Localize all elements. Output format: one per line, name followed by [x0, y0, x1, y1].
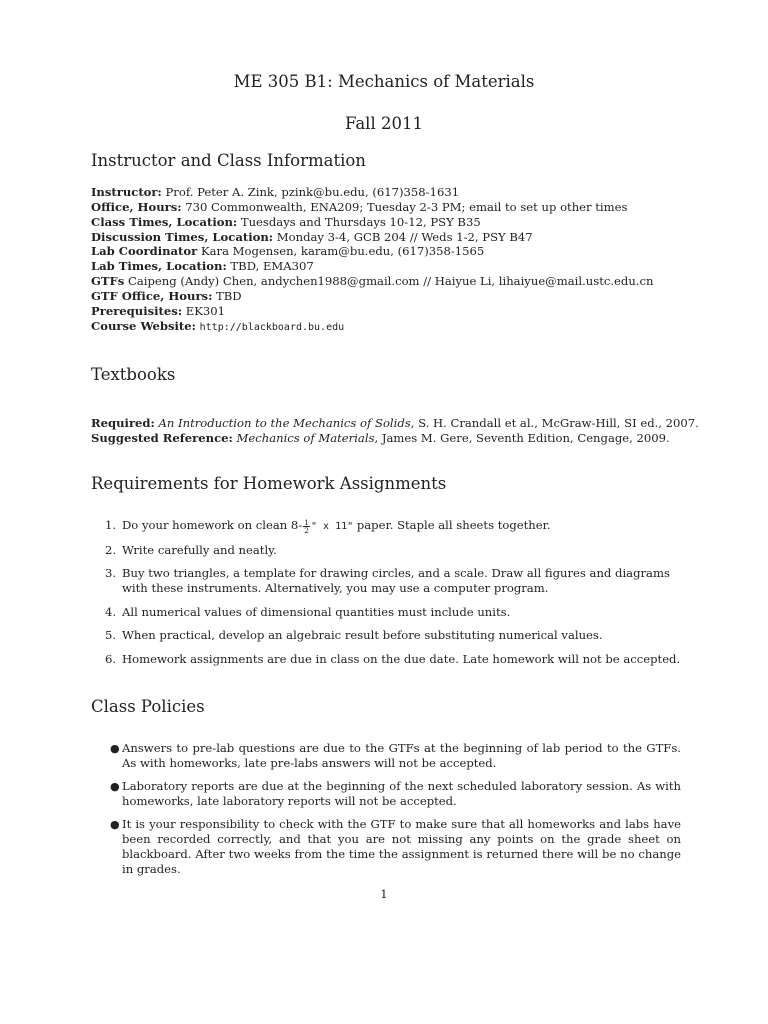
info-gtfs: GTFs Caipeng (Andy) Chen, andychen1988@gmail.com // Haiyue Li, lihaiyue@mail.ustc.edu.cn — [91, 274, 654, 289]
section-heading-instructor: Instructor and Class Information — [91, 151, 366, 170]
list-item: ● Laboratory reports are due at the beginning of the next scheduled laboratory session. As with homeworks, late laboratory reports will not be accepted. — [110, 779, 681, 808]
section-heading-textbooks: Textbooks — [91, 365, 176, 384]
list-item: ● Answers to pre-lab questions are due to the GTFs at the beginning of lab period to the GTFs. As with homeworks, late pre-labs answers will not be accepted. — [110, 741, 681, 770]
info-lab-times: Lab Times, Location: TBD, EMA307 — [91, 259, 314, 274]
fraction: $\frac{1}{2}$ — [304, 517, 309, 535]
list-item: 3. Buy two triangles, a template for drawing circles, and a scale. Draw all figures and diagrams with these instruments. Alternatively, you may use a computer program. — [105, 566, 670, 595]
page-number: 1 — [380, 887, 388, 901]
list-item: 5. When practical, develop an algebraic result before substituting numerical values. — [105, 628, 603, 642]
textbooks-list — [91, 416, 699, 446]
list-item: ● It is your responsibility to check with the GTF to make sure that all homeworks and labs have been recorded correctly, and that you are not missing any points on the grade sheet on blackboard. After two weeks from the time the assignment is returned there will be no change in grades. — [110, 817, 681, 876]
course-website-link[interactable]: http://blackboard.bu.edu — [199, 321, 345, 333]
info-class-times: Class Times, Location: Tuesdays and Thursdays 10-12, PSY B35 — [91, 214, 481, 229]
info-instructor: Instructor: Prof. Peter A. Zink, pzink@bu.edu, (617)358-1631 — [91, 185, 460, 199]
section-heading-policies: Class Policies — [91, 697, 205, 716]
homework-requirements-list — [91, 518, 681, 675]
info-discussion-times: Discussion Times, Location: Monday 3-4, GCB 204 // Weds 1-2, PSY B47 — [91, 229, 533, 244]
info-office-hours: Office, Hours: 730 Commonwealth, ENA209; Tuesday 2-3 PM; email to set up other times — [91, 199, 628, 214]
section-heading-homework: Requirements for Homework Assignments — [91, 474, 447, 493]
class-policies-list — [91, 741, 681, 885]
info-course-website: Course Website: http://blackboard.bu.edu — [91, 318, 345, 333]
bullet-icon: ● — [110, 780, 120, 793]
info-prerequisites: Prerequisites: EK301 — [91, 303, 226, 318]
list-item: 6. Homework assignments are due in class on the due date. Late homework will not be accepted. — [105, 651, 681, 666]
bullet-icon: ● — [110, 818, 120, 831]
list-item: 2. Write carefully and neatly. — [105, 542, 277, 557]
info-lab-coordinator: Lab Coordinator Kara Mogensen, karam@bu.edu, (617)358-1565 — [91, 244, 485, 259]
term-title: Fall 2011 — [345, 114, 423, 133]
list-item: 4. All numerical values of dimensional quantities must include units. — [105, 604, 511, 619]
suggested-textbook: Suggested Reference: Mechanics of Materials, James M. Gere, Seventh Edition, Cengage, 2009. — [91, 431, 670, 445]
list-item: 1. Do your homework on clean 8- $\frac{1}{2}$ " x 11" paper. Staple all sheets together. — [105, 517, 551, 535]
class-info-list — [91, 185, 653, 335]
required-textbook: Required: An Introduction to the Mechanics of Solids, S. H. Crandall et al., McGraw-Hill, SI ed., 2007. — [91, 416, 699, 430]
course-title: ME 305 B1: Mechanics of Materials — [233, 72, 535, 91]
info-gtf-office: GTF Office, Hours: TBD — [91, 288, 242, 303]
bullet-icon: ● — [110, 742, 120, 755]
